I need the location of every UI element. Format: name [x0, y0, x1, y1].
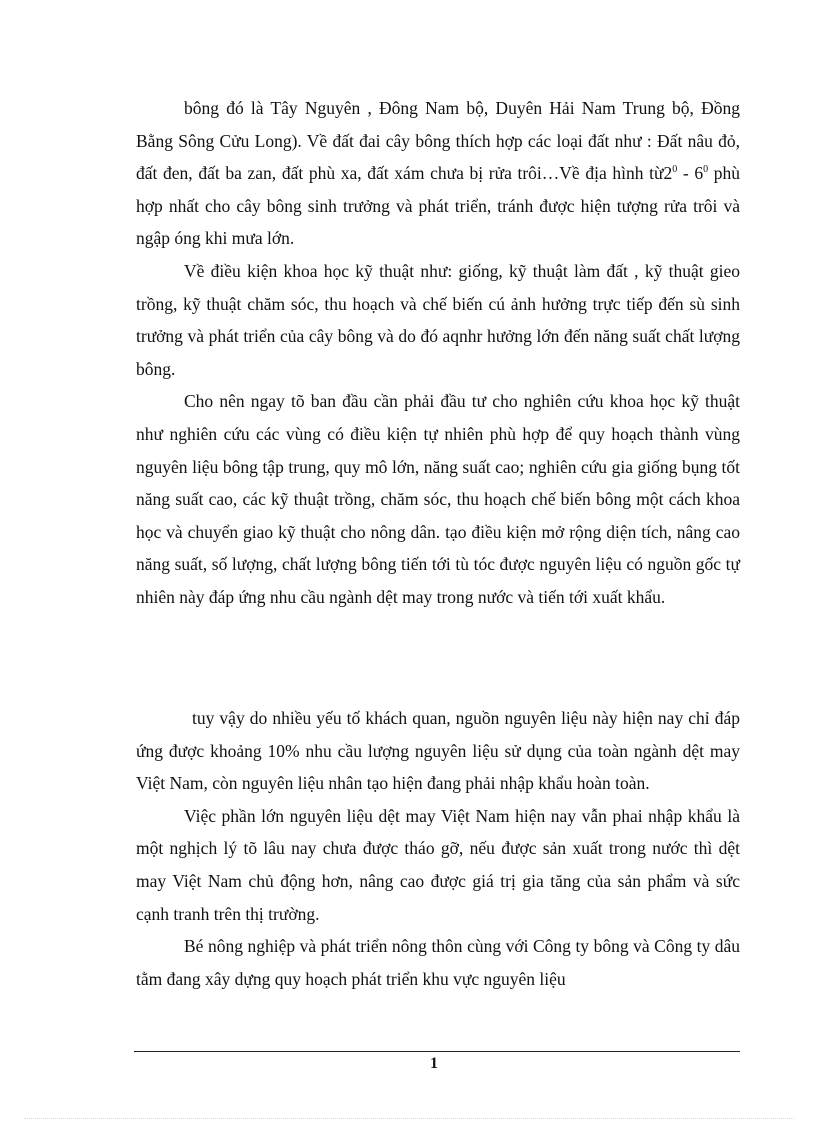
- paragraph-cotton-regions: [136, 92, 740, 255]
- paragraph-technical-conditions: Về điều kiện khoa học kỹ thuật như: giống, kỹ thuật làm đất , kỹ thuật gieo trồng, kỹ thuật chăm sóc, thu hoạch và chế biến cú ảnh hưởng trực tiếp đến sù sinh trưởng và phát triển của cây bông và do đó aqnhr hưởng lớn đến năng suất chất lượng bông.: [136, 260, 740, 379]
- paragraph-research-investment: Cho nên ngay tõ ban đầu cần phải đầu tư cho nghiên cứu khoa học kỹ thuật như nghiên cứu các vùng có điều kiện tự nhiên phù hợp để quy hoạch thành vùng nguyên liệu bông tập trung, quy mô lớn, năng suất cao; nghiên cứu gia giống bụng tốt năng suất cao, các kỹ thuật trồng, chăm sóc, thu hoạch chế biến bông một cách khoa học và chuyển giao kỹ thuật cho nông dân. tạo điều kiện mở rộng diện tích, nâng cao năng suất, số lượng, chất lượng bông tiến tới tù tóc được nguyên liệu có nguồn gốc tự nhiên này đáp ứng nhu cầu ngành dệt may trong nước và tiến tới xuất khẩu.: [136, 391, 740, 607]
- body-text-bottom: [136, 702, 740, 995]
- paragraph-import-paradox: Việc phần lớn nguyên liệu dệt may Việt Nam hiện nay vẫn phai nhập khẩu là một nghịch lý tõ lâu nay chưa được tháo gỡ, nếu được sản xuất trong nước thì dệt may Việt Nam chủ động hơn, nâng cao được giá trị gia tăng của sản phẩm và sức cạnh tranh trên thị trường.: [136, 805, 740, 924]
- paragraph-ministry-planning: Bé nông nghiệp và phát triển nông thôn cùng với Công ty bông và Công ty dâu tằm đang xây dựng quy hoạch phát triển khu vực nguyên liệu: [136, 936, 740, 989]
- paragraph-text: bông đó là Tây Nguyên , Đông Nam bộ, Duyên Hải Nam Trung bộ, Đồng Bằng Sông Cửu Long). Về đất đai cây bông thích hợp các loại đất như : Đất nâu đỏ, đất đen, đất ba zan, đất phù xa, đất xám chưa bị rửa trôi…Về địa hình từ2: [136, 98, 740, 184]
- page-number: 1: [430, 1055, 438, 1072]
- paragraph-text: phù hợp nhất cho cây bông sinh trưởng và phát triển, tránh được hiện tượng rửa trôi và ngập óng khi mưa lớn.: [136, 163, 741, 249]
- degree-superscript: 0: [672, 164, 678, 176]
- paragraph-text: - 6: [677, 163, 704, 184]
- paragraph-supply-limits: tuy vậy do nhiều yếu tố khách quan, nguồn nguyên liệu này hiện nay chỉ đáp ứng được khoảng 10% nhu cầu lượng nguyên liệu sử dụng của toàn ngành dệt may Việt Nam, còn nguyên liệu nhân tạo hiện đang phải nhập khẩu hoàn toàn.: [136, 708, 740, 794]
- footer-divider: [134, 1051, 740, 1052]
- page-edge-divider: [24, 1118, 794, 1119]
- degree-superscript: 0: [703, 164, 709, 176]
- body-text-top: [136, 92, 740, 614]
